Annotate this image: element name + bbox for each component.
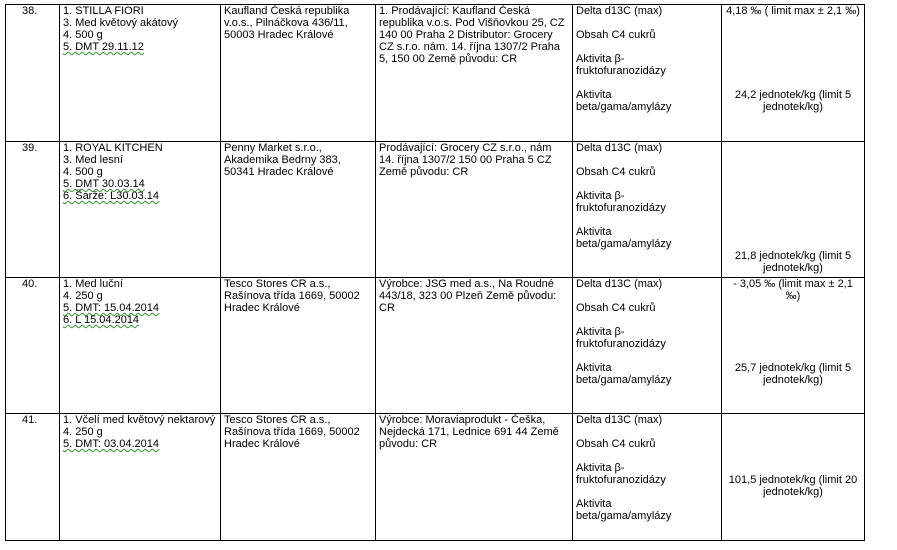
result-cell bbox=[722, 278, 865, 414]
product-line: 1. Včelí med květový nektarový bbox=[63, 414, 216, 426]
parameter-label: Aktivita β-fruktofuranozidázy bbox=[576, 462, 666, 486]
product-cell bbox=[60, 142, 221, 278]
supplier-text: 1. Prodávající: Kaufland Česká republika v.o.s. Pod Višňovkou 25, CZ 140 00 Praha 2 Distributor: Grocery CZ s.r.o. nám. 14. října 1307/2 Praha 5, 150 00 Země původu: CR bbox=[379, 5, 565, 65]
supplier-text: Výrobce: Moraviaprodukt - Češka, Nejdecká 171, Lednice 691 44 Země původu: CR bbox=[379, 414, 559, 450]
product-line: 3. Med lesní bbox=[63, 154, 123, 166]
parameters-cell bbox=[573, 5, 722, 142]
supplier-text: Výrobce: JSG med a.s., Na Roudné 443/18, 323 00 Plzeň Země původu: CR bbox=[379, 278, 557, 314]
parameter-label: Obsah C4 cukrů bbox=[576, 302, 656, 314]
supplier-text: Prodávající: Grocery CZ s.r.o., nám 14. října 1307/2 150 00 Praha 5 CZ Země původu: CR bbox=[379, 142, 552, 178]
supplier-cell bbox=[376, 5, 573, 142]
result-top bbox=[725, 414, 861, 474]
parameter-label: Aktivita β-fruktofuranozidázy bbox=[576, 53, 666, 77]
supplier-cell bbox=[376, 414, 573, 541]
table-row bbox=[6, 142, 865, 278]
seller-text: Tesco Stores CR a.s., Rašínova třída 1669, 50002 Hradec Králové bbox=[224, 414, 360, 450]
parameter-label: Aktivita β-fruktofuranozidázy bbox=[576, 190, 666, 214]
product-cell bbox=[60, 414, 221, 541]
parameter-label: Delta d13C (max) bbox=[576, 414, 663, 426]
table-row bbox=[6, 5, 865, 142]
row-number: 40. bbox=[6, 278, 60, 414]
supplier-cell bbox=[376, 278, 573, 414]
result-top: 4,18 ‰ ( limit max ± 2,1 ‰) bbox=[726, 5, 860, 17]
parameter-label: Obsah C4 cukrů bbox=[576, 438, 656, 450]
parameter-label: Aktivita beta/gama/amylázy bbox=[576, 226, 672, 250]
product-line: 1. STILLA FIORI bbox=[63, 5, 144, 17]
parameter-label: Obsah C4 cukrů bbox=[576, 29, 656, 41]
seller-text: Penny Market s.r.o., Akademika Bedrny 383, 50341 Hradec Králové bbox=[224, 142, 341, 178]
parameter-label: Aktivita beta/gama/amylázy bbox=[576, 89, 672, 113]
row-number: 41. bbox=[6, 414, 60, 541]
seller-text: Tesco Stores CR a.s., Rašínova třída 1669, 50002 Hradec Králové bbox=[224, 278, 360, 314]
result-top bbox=[725, 142, 861, 250]
seller-text: Kaufland Česká republika v.o.s., Pilnáčkova 436/11, 50003 Hradec Králové bbox=[224, 5, 350, 41]
parameters-cell bbox=[573, 414, 722, 541]
parameters-cell bbox=[573, 142, 722, 278]
parameter-label: Aktivita beta/gama/amylázy bbox=[576, 362, 672, 386]
parameter-label: Delta d13C (max) bbox=[576, 142, 663, 154]
result-bottom: 25,7 jednotek/kg (limit 5 jednotek/kg) bbox=[734, 362, 852, 386]
parameters-cell bbox=[573, 278, 722, 414]
seller-cell bbox=[221, 278, 376, 414]
honey-test-table bbox=[5, 4, 865, 541]
product-line: 1. Med luční bbox=[63, 278, 123, 290]
parameter-label: Aktivita beta/gama/amylázy bbox=[576, 498, 672, 522]
row-number: 39. bbox=[6, 142, 60, 278]
result-bottom: 24,2 jednotek/kg (limit 5 jednotek/kg) bbox=[734, 89, 852, 113]
result-bottom: 21,8 jednotek/kg (limit 5 jednotek/kg) bbox=[734, 250, 852, 274]
seller-cell bbox=[221, 414, 376, 541]
result-top: - 3,05 ‰ (limit max ± 2,1 ‰) bbox=[733, 278, 853, 302]
product-line: 6. L 15.04.2014 bbox=[63, 314, 140, 326]
result-cell bbox=[722, 414, 865, 541]
table-row bbox=[6, 278, 865, 414]
product-line: 4. 250 g bbox=[63, 426, 103, 438]
product-line: 4. 500 g bbox=[63, 166, 103, 178]
result-cell bbox=[722, 5, 865, 142]
product-line: 5. DMT: 15.04.2014 bbox=[63, 302, 160, 314]
parameter-label: Obsah C4 cukrů bbox=[576, 166, 656, 178]
product-cell bbox=[60, 278, 221, 414]
seller-cell bbox=[221, 142, 376, 278]
product-line: 4. 250 g bbox=[63, 290, 103, 302]
product-line: 4. 500 g bbox=[63, 29, 103, 41]
product-line: 3. Med květový akátový bbox=[63, 17, 178, 29]
product-line: 5. DMT 29.11.12 bbox=[63, 41, 144, 53]
row-number: 38. bbox=[6, 5, 60, 142]
supplier-cell bbox=[376, 142, 573, 278]
result-cell bbox=[722, 142, 865, 278]
product-line: 5. DMT 30.03.14 bbox=[63, 178, 145, 190]
parameter-label: Delta d13C (max) bbox=[576, 5, 663, 17]
table-row bbox=[6, 414, 865, 541]
parameter-label: Aktivita β-fruktofuranozidázy bbox=[576, 326, 666, 350]
product-cell bbox=[60, 5, 221, 142]
result-bottom: 101,5 jednotek/kg (limit 20 jednotek/kg) bbox=[728, 474, 858, 498]
seller-cell bbox=[221, 5, 376, 142]
parameter-label: Delta d13C (max) bbox=[576, 278, 663, 290]
product-line: 6. Šarže: L30.03.14 bbox=[63, 190, 160, 202]
product-line: 5. DMT: 03.04.2014 bbox=[63, 438, 160, 450]
product-line: 1. ROYAL KITCHEN bbox=[63, 142, 163, 154]
